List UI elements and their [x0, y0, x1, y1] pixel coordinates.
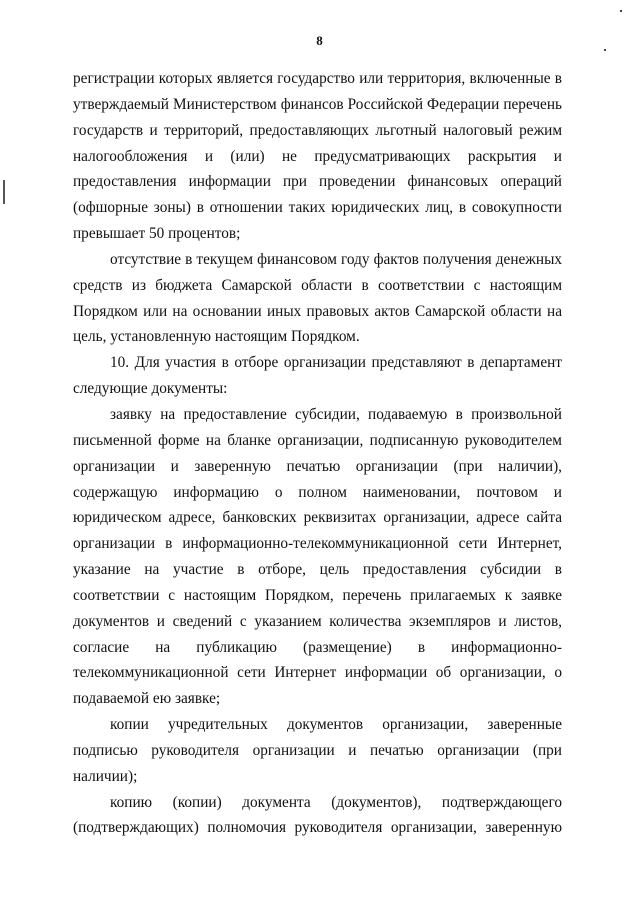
text-line: юридическом адресе, банковских реквизитах организации, адресе сайта: [73, 509, 562, 527]
text-line: следующие документы:: [73, 380, 228, 398]
text-line: 10. Для участия в отборе организации представляют в департамент: [110, 354, 562, 372]
text-line: средств из бюджета Самарской области в соответствии с настоящим: [73, 276, 562, 294]
scan-dot: [604, 49, 606, 51]
text-line: подаваемой ею заявке;: [73, 690, 221, 708]
margin-mark: [3, 180, 5, 204]
text-line: превышает 50 процентов;: [73, 225, 241, 243]
text-line: телекоммуникационной сети Интернет информации об организации, о: [73, 664, 562, 682]
text-line: документов и сведений с указанием количества экземпляров и листов,: [73, 612, 562, 630]
text-line: регистрации которых является государство или территория, включенные в: [73, 70, 562, 87]
scan-dot: [620, 10, 622, 12]
text-line: отсутствие в текущем финансовом году фактов получения денежных: [110, 250, 562, 268]
text-line: государств и территорий, предоставляющих льготный налоговый режим: [73, 121, 562, 139]
page-number: 8: [316, 33, 323, 48]
text-line: письменной форме на бланке организации, подписанную руководителем: [73, 431, 562, 449]
text-line: цель, установленную настоящим Порядком.: [73, 328, 360, 346]
text-line: подписью руководителя организации и печатью организации (при: [73, 741, 562, 759]
text-line: согласие на публикацию (размещение) в информационно-: [73, 638, 562, 656]
text-line: копию (копии) документа (документов), подтверждающего: [110, 793, 562, 811]
text-line: копии учредительных документов организации, заверенные: [110, 716, 562, 734]
text-line: утверждаемый Министерством финансов Российской Федерации перечень: [73, 95, 562, 113]
text-line: содержащую информацию о полном наименовании, почтовом и: [73, 483, 562, 501]
text-line: (офшорные зоны) в отношении таких юридических лиц, в совокупности: [73, 199, 562, 217]
text-line: соответствии с настоящим Порядком, перечень прилагаемых к заявке: [73, 586, 562, 604]
text-line: указание на участие в отборе, цель предоставления субсидии в: [73, 561, 562, 579]
text-line: организации в информационно-телекоммуникационной сети Интернет,: [73, 535, 562, 553]
text-line: Порядком или на основании иных правовых актов Самарской области на: [73, 302, 562, 320]
text-line: заявку на предоставление субсидии, подаваемую в произвольной: [110, 405, 562, 423]
text-line: (подтверждающих) полномочия руководителя организации, заверенную: [73, 819, 562, 837]
text-line: наличии);: [73, 767, 138, 785]
document-body: [73, 66, 562, 841]
text-line: налогообложения и (или) не предусматривающих раскрытия и: [73, 147, 562, 165]
text-line: предоставления информации при проведении финансовых операций: [73, 173, 562, 191]
text-line: организации и заверенную печатью организации (при наличии),: [73, 457, 562, 475]
